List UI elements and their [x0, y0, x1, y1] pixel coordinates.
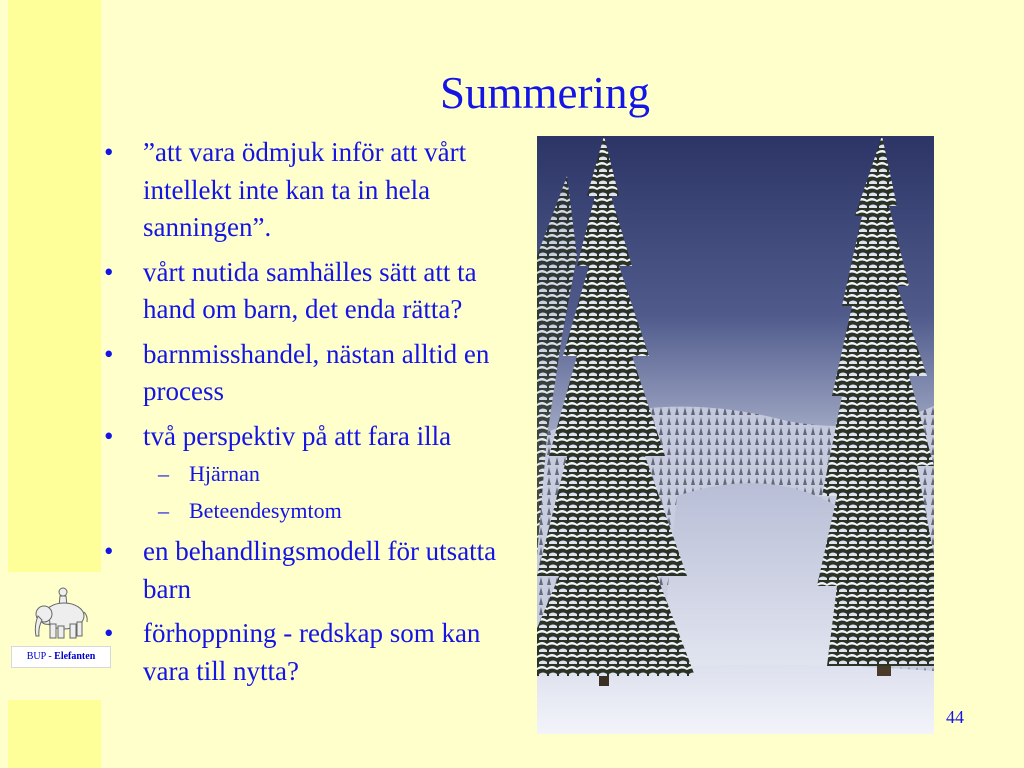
bullet-item — [100, 418, 530, 456]
logo-label-name: Elefanten — [54, 651, 96, 662]
bullet-text: ”att vara ödmjuk inför att vårt intellekt inte kan ta in hela sanningen”. — [143, 137, 467, 242]
winter-forest-photo — [537, 136, 934, 734]
bullet-list — [100, 134, 530, 697]
sub-bullet-list — [100, 459, 530, 526]
bullet-text: barnmisshandel, nästan alltid en process — [143, 338, 490, 406]
sub-bullet-marker: – — [158, 498, 169, 523]
sub-bullet-text: Hjärnan — [189, 461, 260, 486]
sub-bullet-group — [100, 459, 530, 526]
logo — [8, 582, 112, 674]
bullet-text: förhoppning - redskap som kan vara till nytta? — [143, 618, 481, 686]
bullet-marker: • — [104, 420, 114, 451]
side-stripe-top — [8, 0, 101, 572]
logo-label-prefix: BUP - — [26, 651, 52, 662]
sub-bullet-item — [100, 496, 530, 526]
sub-bullet-item — [100, 459, 530, 489]
bullet-marker: • — [104, 137, 114, 167]
bullet-marker: • — [104, 256, 114, 287]
logo-label — [11, 646, 111, 668]
elephant-icon — [30, 586, 90, 642]
bullet-text: en behandlingsmodell för utsatta barn — [143, 536, 497, 604]
bullet-text: två perspektiv på att fara illa — [143, 420, 452, 451]
side-stripe-bottom — [8, 700, 101, 768]
bullet-text: vårt nutida samhälles sätt att ta hand om barn, det enda rätta? — [143, 256, 477, 324]
bullet-item — [100, 336, 530, 411]
bullet-marker: • — [104, 536, 114, 566]
slide-title: Summering — [440, 68, 650, 118]
sub-bullet-text: Beteendesymtom — [189, 498, 342, 523]
bullet-marker: • — [104, 618, 114, 648]
page-number: 44 — [946, 707, 964, 727]
bullet-item — [100, 134, 530, 247]
bullet-item — [100, 533, 530, 608]
bullet-item — [100, 615, 530, 690]
sub-bullet-marker: – — [158, 461, 169, 486]
bullet-marker: • — [104, 338, 114, 369]
bullet-item — [100, 254, 530, 329]
